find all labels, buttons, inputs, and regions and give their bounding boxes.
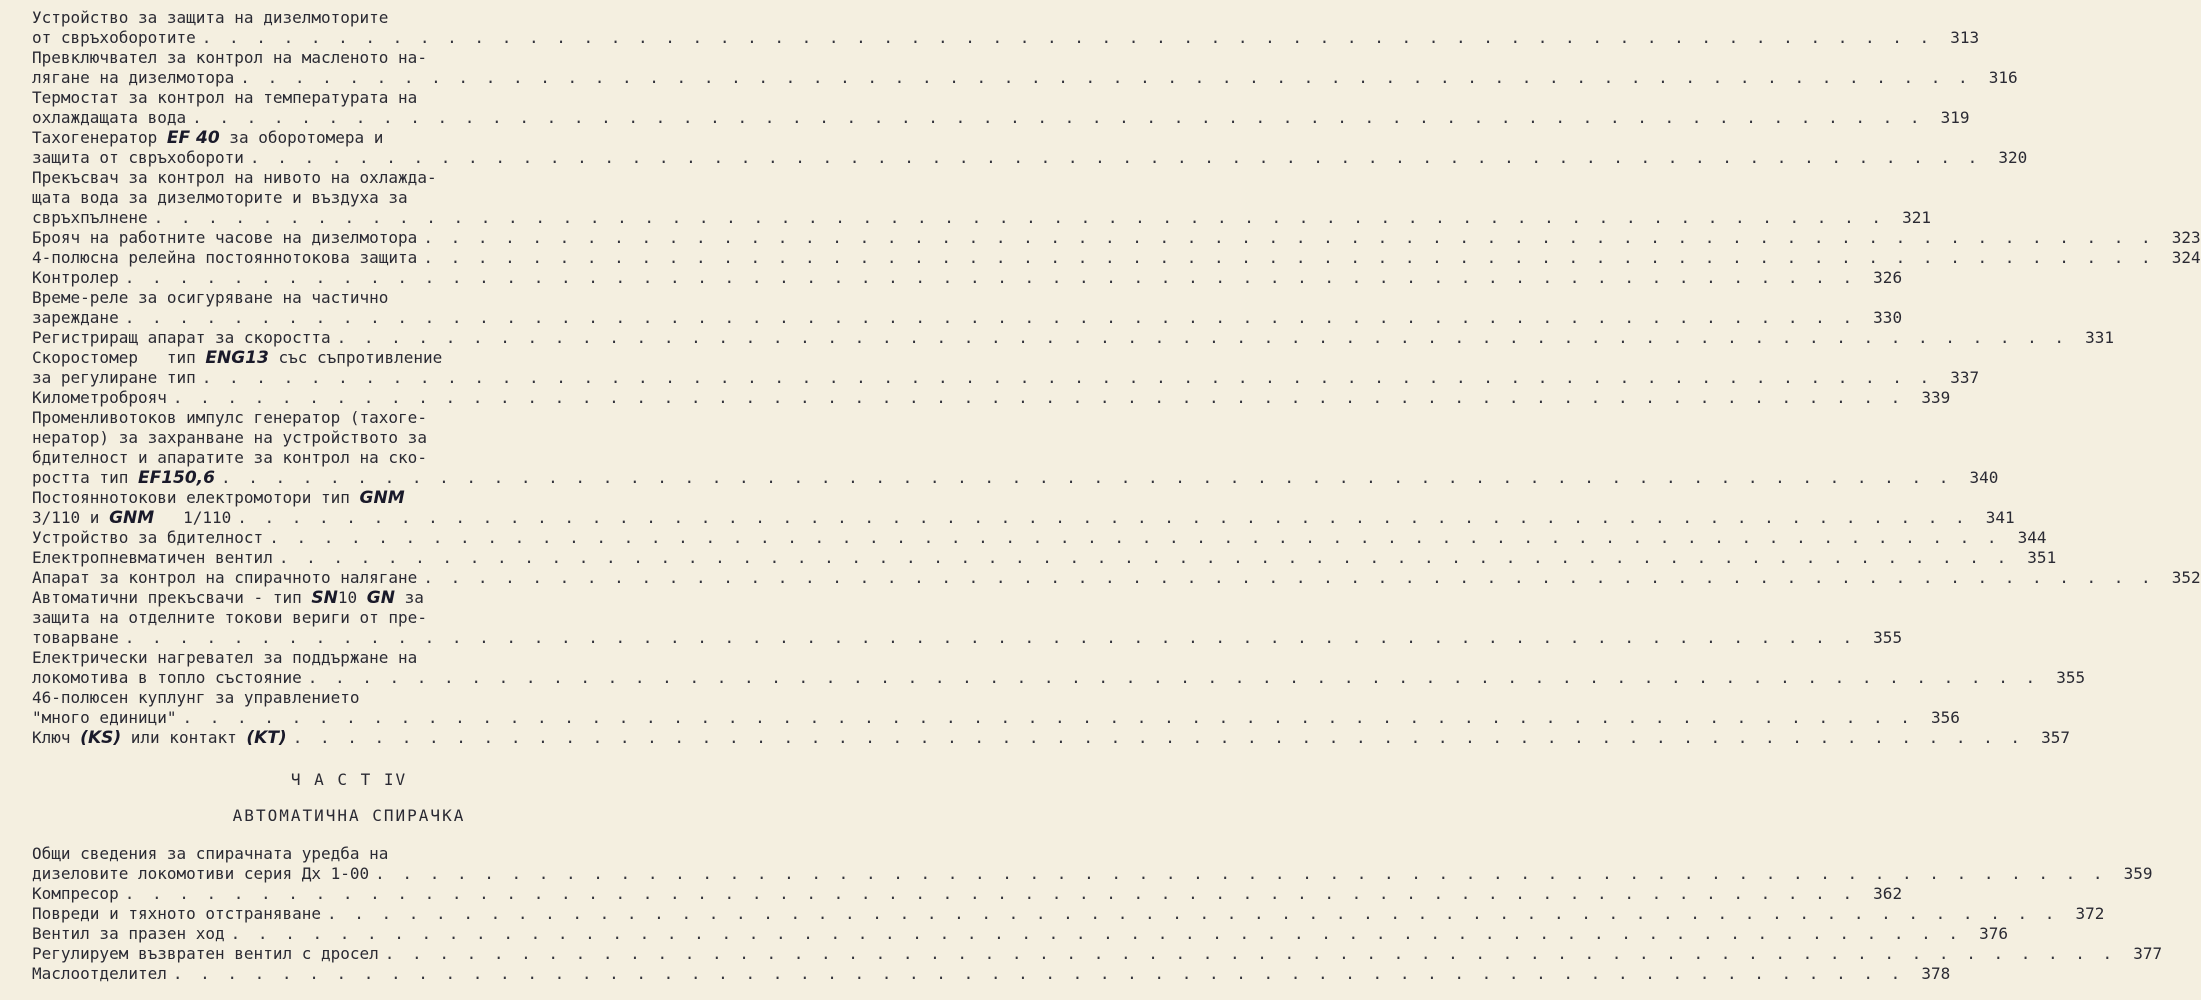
toc-entry-text	[32, 904, 321, 924]
typed-text: защита от свръхобороти	[32, 148, 244, 167]
dot-leader	[148, 208, 1891, 228]
page-number: 377	[2133, 944, 2163, 963]
typed-text: Постояннотокови електромотори тип	[32, 488, 360, 507]
page-number: 341	[1985, 508, 2015, 527]
typed-text: Термостат за контрол на температурата на	[32, 88, 418, 107]
typed-text: Маслоотделител	[32, 964, 167, 983]
handwritten-insert: ENG13	[205, 348, 269, 368]
typed-text: товарване	[32, 628, 119, 647]
toc-entry	[32, 904, 2105, 924]
typed-text: 3/110 и	[32, 508, 110, 527]
toc-entry-line	[32, 8, 666, 28]
page-number: 359	[2123, 864, 2153, 883]
dot-leader	[119, 884, 1862, 904]
typed-text: нератор) за захранване на устройството за	[32, 428, 427, 447]
toc-entry-line	[32, 628, 1903, 648]
page-number: 372	[2075, 904, 2105, 923]
toc-entry-line	[32, 688, 666, 708]
dot-leader	[369, 864, 2112, 884]
typed-text: охлаждащата вода	[32, 108, 187, 127]
typed-text: 46-полюсен куплунг за управлението	[32, 688, 360, 707]
toc-entry-text	[32, 108, 186, 128]
toc-entry-text	[32, 188, 408, 208]
handwritten-insert: GNM	[109, 508, 155, 528]
dot-leader	[234, 68, 1977, 88]
toc-entry-line	[32, 88, 666, 108]
typed-text: или контакт	[121, 728, 247, 747]
dot-leader	[225, 924, 1968, 944]
typed-text: Автоматични прекъсвачи - тип	[32, 588, 312, 607]
handwritten-insert: EF150,6	[137, 468, 215, 488]
toc-entry-line	[32, 108, 1970, 128]
toc-entry-text	[32, 944, 379, 964]
toc-entry	[32, 944, 2163, 964]
dot-leader	[273, 548, 2016, 568]
typed-text: Контролер	[32, 268, 119, 287]
dot-leader	[321, 904, 2064, 924]
typed-text: "много единици"	[32, 708, 177, 727]
dot-leader	[167, 964, 1910, 984]
toc-entry-line	[32, 48, 666, 68]
toc-entry-text	[32, 668, 302, 688]
toc-entry-line	[32, 728, 2071, 748]
toc-entry-text	[32, 844, 388, 864]
dot-leader	[417, 248, 2160, 268]
page-number: 352	[2171, 568, 2201, 587]
typed-text: със съпротивление	[268, 348, 443, 367]
toc-entry-text	[32, 648, 417, 668]
toc-entry	[32, 688, 1960, 728]
toc-entry-line	[32, 708, 1960, 728]
toc-entry-text	[32, 468, 215, 488]
toc-entry-text	[32, 488, 405, 508]
toc-entry-line	[32, 508, 2015, 528]
toc-entry	[32, 408, 1999, 488]
toc-entry-line	[32, 268, 1903, 288]
toc-entry-text	[32, 48, 427, 68]
toc-entry-line	[32, 944, 2163, 964]
typed-text: Прекъсвач за контрол на нивото на охлажда-	[32, 168, 437, 187]
page-number: 355	[2056, 668, 2086, 687]
typed-text: Устройство за бдителност	[32, 528, 264, 547]
toc-entry-line	[32, 648, 666, 668]
typed-text: 1/110	[154, 508, 232, 527]
page-number: 320	[1998, 148, 2028, 167]
toc-entry-text	[32, 248, 417, 268]
toc-entry-line	[32, 844, 666, 864]
toc-entry	[32, 528, 2047, 548]
dot-leader	[244, 148, 1987, 168]
toc-entry-text	[32, 608, 427, 628]
page-number: 331	[2085, 328, 2114, 347]
page-number: 355	[1873, 628, 1903, 647]
page-number: 323	[2171, 228, 2201, 247]
handwritten-insert: (KT)	[246, 728, 287, 748]
toc-entry-line	[32, 368, 1980, 388]
toc-entry	[32, 268, 1903, 288]
typed-text: от свръхоборотите	[32, 28, 196, 47]
toc-list-top	[32, 8, 2201, 748]
toc-entry-line	[32, 68, 2018, 88]
toc-entry-line	[32, 468, 1999, 488]
toc-entry-text	[32, 268, 119, 288]
dot-leader	[215, 468, 1958, 488]
handwritten-insert: GN	[366, 588, 395, 608]
toc-entry-text	[32, 288, 388, 308]
toc-entry	[32, 488, 2015, 528]
toc-entry-text	[32, 864, 369, 884]
typed-text: Тахогенератор	[32, 128, 167, 147]
handwritten-insert: EF 40	[166, 128, 220, 148]
toc-entry-text	[32, 528, 263, 548]
dot-leader	[119, 308, 1862, 328]
toc-entry-line	[32, 208, 1931, 228]
toc-entry-text	[32, 924, 225, 944]
toc-entry-line	[32, 128, 666, 148]
toc-entry-text	[32, 28, 196, 48]
toc-entry	[32, 248, 2201, 268]
dot-leader	[119, 628, 1862, 648]
dot-leader	[417, 228, 2160, 248]
toc-entry	[32, 884, 1903, 904]
typed-text: Повреди и тяхното отстраняване	[32, 904, 321, 923]
toc-entry-text	[32, 408, 427, 428]
toc-entry	[32, 128, 2028, 168]
toc-entry-line	[32, 588, 666, 608]
handwritten-insert: GNM	[359, 488, 405, 508]
toc-entry-text	[32, 588, 424, 608]
typed-text: за оборотомера и	[219, 128, 384, 147]
page-number: 339	[1921, 388, 1951, 407]
typed-text: Устройство за защита на дизелмоторите	[32, 8, 389, 27]
toc-entry	[32, 288, 1903, 328]
toc-entry-line	[32, 188, 666, 208]
typed-text: 10	[337, 588, 367, 607]
dot-leader	[263, 528, 2006, 548]
page-number: 330	[1873, 308, 1903, 327]
typed-text: Време-реле за осигуряване на частично	[32, 288, 389, 307]
toc-entry-line	[32, 328, 2114, 348]
toc-entry-text	[32, 148, 244, 168]
typed-text: Електропневматичен вентил	[32, 548, 273, 567]
dot-leader	[119, 268, 1862, 288]
toc-entry-text	[32, 548, 273, 568]
toc-entry-line	[32, 428, 666, 448]
toc-entry	[32, 844, 2153, 884]
toc-entry	[32, 728, 2071, 748]
toc-entry-text	[32, 168, 437, 188]
toc-entry-text	[32, 308, 119, 328]
dot-leader	[231, 508, 1974, 528]
dot-leader	[379, 944, 2122, 964]
page-number: 319	[1940, 108, 1970, 127]
toc-entry	[32, 348, 1980, 388]
typed-text: Регулируем възвратен вентил с дросел	[32, 944, 379, 963]
typed-text: Вентил за празен ход	[32, 924, 225, 943]
toc-entry	[32, 548, 2057, 568]
toc-entry-line	[32, 668, 2086, 688]
page-number: 321	[1902, 208, 1931, 227]
dot-leader	[417, 568, 2160, 588]
typed-text: Превключвател за контрол на масленото на-	[32, 48, 427, 67]
typed-text: щата вода за дизелмоторите и въздуха за	[32, 188, 408, 207]
typed-text: лягане на дизелмотора	[32, 68, 235, 87]
toc-entry	[32, 388, 1951, 408]
dot-leader	[186, 108, 1929, 128]
dot-leader	[196, 28, 1939, 48]
page-number: 357	[2041, 728, 2071, 747]
typed-text: бдителност и апаратите за контрол на ско-	[32, 448, 427, 467]
toc-entry	[32, 228, 2201, 248]
handwritten-insert: SN	[311, 588, 338, 608]
toc-entry	[32, 588, 1903, 648]
toc-entry-text	[32, 8, 388, 28]
toc-entry-line	[32, 288, 666, 308]
toc-entry-text	[32, 348, 442, 368]
page-number: 340	[1969, 468, 1999, 487]
toc-entry-line	[32, 864, 2153, 884]
toc-entry-text	[32, 964, 167, 984]
page-number: 316	[1988, 68, 2018, 87]
toc-entry-line	[32, 904, 2105, 924]
toc-entry	[32, 964, 1951, 984]
toc-entry-line	[32, 964, 1951, 984]
typed-text: свръхпълнене	[32, 208, 148, 227]
typed-text: Скоростомер тип	[32, 348, 206, 367]
toc-entry	[32, 568, 2201, 588]
toc-entry-text	[32, 508, 231, 528]
dot-leader	[287, 728, 2030, 748]
typed-text: дизеловите локомотиви серия Дх 1-00	[32, 864, 370, 883]
toc-entry	[32, 48, 2018, 88]
toc-entry-text	[32, 448, 427, 468]
typed-text: 4-полюсна релейна постояннотокова защита	[32, 248, 418, 267]
page-number: 344	[2017, 528, 2047, 547]
typed-text: за регулиране тип	[32, 368, 196, 387]
toc-entry-text	[32, 388, 167, 408]
toc-list-bottom	[32, 844, 2163, 984]
toc-entry-text	[32, 208, 148, 228]
toc-entry	[32, 168, 1931, 228]
toc-entry-text	[32, 228, 417, 248]
toc-entry-line	[32, 228, 2201, 248]
toc-entry-line	[32, 148, 2028, 168]
typed-text: Електрически нагревател за поддържане на	[32, 648, 418, 667]
toc-entry	[32, 648, 2086, 688]
toc-entry-line	[32, 924, 2009, 944]
toc-entry-text	[32, 68, 234, 88]
toc-entry-line	[32, 248, 2201, 268]
part-label: Ч А С Т IV	[290, 770, 408, 789]
page-number: 356	[1930, 708, 1960, 727]
page-number: 324	[2171, 248, 2201, 267]
typed-text: Компресор	[32, 884, 119, 903]
typed-text: Километроброяч	[32, 388, 167, 407]
typed-text: за	[394, 588, 424, 607]
part-title: АВТОМАТИЧНА СПИРАЧКА	[232, 806, 466, 825]
dot-leader	[302, 668, 2045, 688]
toc-entry	[32, 8, 1980, 48]
toc-entry-text	[32, 628, 119, 648]
typed-text: Регистриращ апарат за скоростта	[32, 328, 331, 347]
toc-entry-line	[32, 488, 666, 508]
typed-text: локомотива в топло състояние	[32, 668, 302, 687]
toc-entry	[32, 328, 2114, 348]
typed-text: Променливотоков импулс генератор (тахоге-	[32, 408, 427, 427]
toc-entry-line	[32, 348, 666, 368]
toc-entry-text	[32, 568, 417, 588]
toc-entry-text	[32, 88, 417, 108]
typed-text: Общи сведения за спирачната уредба на	[32, 844, 389, 863]
page-number: 337	[1950, 368, 1980, 387]
toc-entry-text	[32, 688, 360, 708]
page-number: 313	[1950, 28, 1980, 47]
toc-entry-line	[32, 884, 1903, 904]
page-number: 378	[1921, 964, 1951, 983]
toc-entry-text	[32, 884, 119, 904]
toc-entry-text	[32, 328, 331, 348]
typed-text: Апарат за контрол на спирачното налягане	[32, 568, 418, 587]
toc-entry-text	[32, 128, 383, 148]
page-number: 376	[1979, 924, 2009, 943]
typed-text: защита на отделните токови вериги от пре-	[32, 608, 427, 627]
toc-entry-line	[32, 408, 666, 428]
toc-entry-line	[32, 168, 666, 188]
dot-leader	[196, 368, 1939, 388]
toc-entry-text	[32, 428, 427, 448]
toc-entry	[32, 88, 1970, 128]
toc-entry-line	[32, 548, 2057, 568]
toc-entry-line	[32, 308, 1903, 328]
page-number: 362	[1873, 884, 1903, 903]
typed-text: Ключ	[32, 728, 81, 747]
typed-text: Брояч на работните часове на дизелмотора	[32, 228, 418, 247]
toc-entry-line	[32, 28, 1980, 48]
toc-entry-line	[32, 388, 1951, 408]
page-number: 326	[1873, 268, 1903, 287]
toc-entry-line	[32, 448, 666, 468]
typed-text: зареждане	[32, 308, 119, 327]
toc-entry-text	[32, 708, 177, 728]
toc-entry-line	[32, 608, 666, 628]
toc-entry-text	[32, 368, 196, 388]
dot-leader	[331, 328, 2074, 348]
toc-entry-text	[32, 728, 287, 748]
dot-leader	[167, 388, 1910, 408]
handwritten-insert: (KS)	[80, 728, 122, 748]
toc-entry-line	[32, 568, 2201, 588]
dot-leader	[177, 708, 1920, 728]
toc-entry-line	[32, 528, 2047, 548]
typed-text: ростта тип	[32, 468, 138, 487]
page-number: 351	[2027, 548, 2057, 567]
toc-entry	[32, 924, 2009, 944]
